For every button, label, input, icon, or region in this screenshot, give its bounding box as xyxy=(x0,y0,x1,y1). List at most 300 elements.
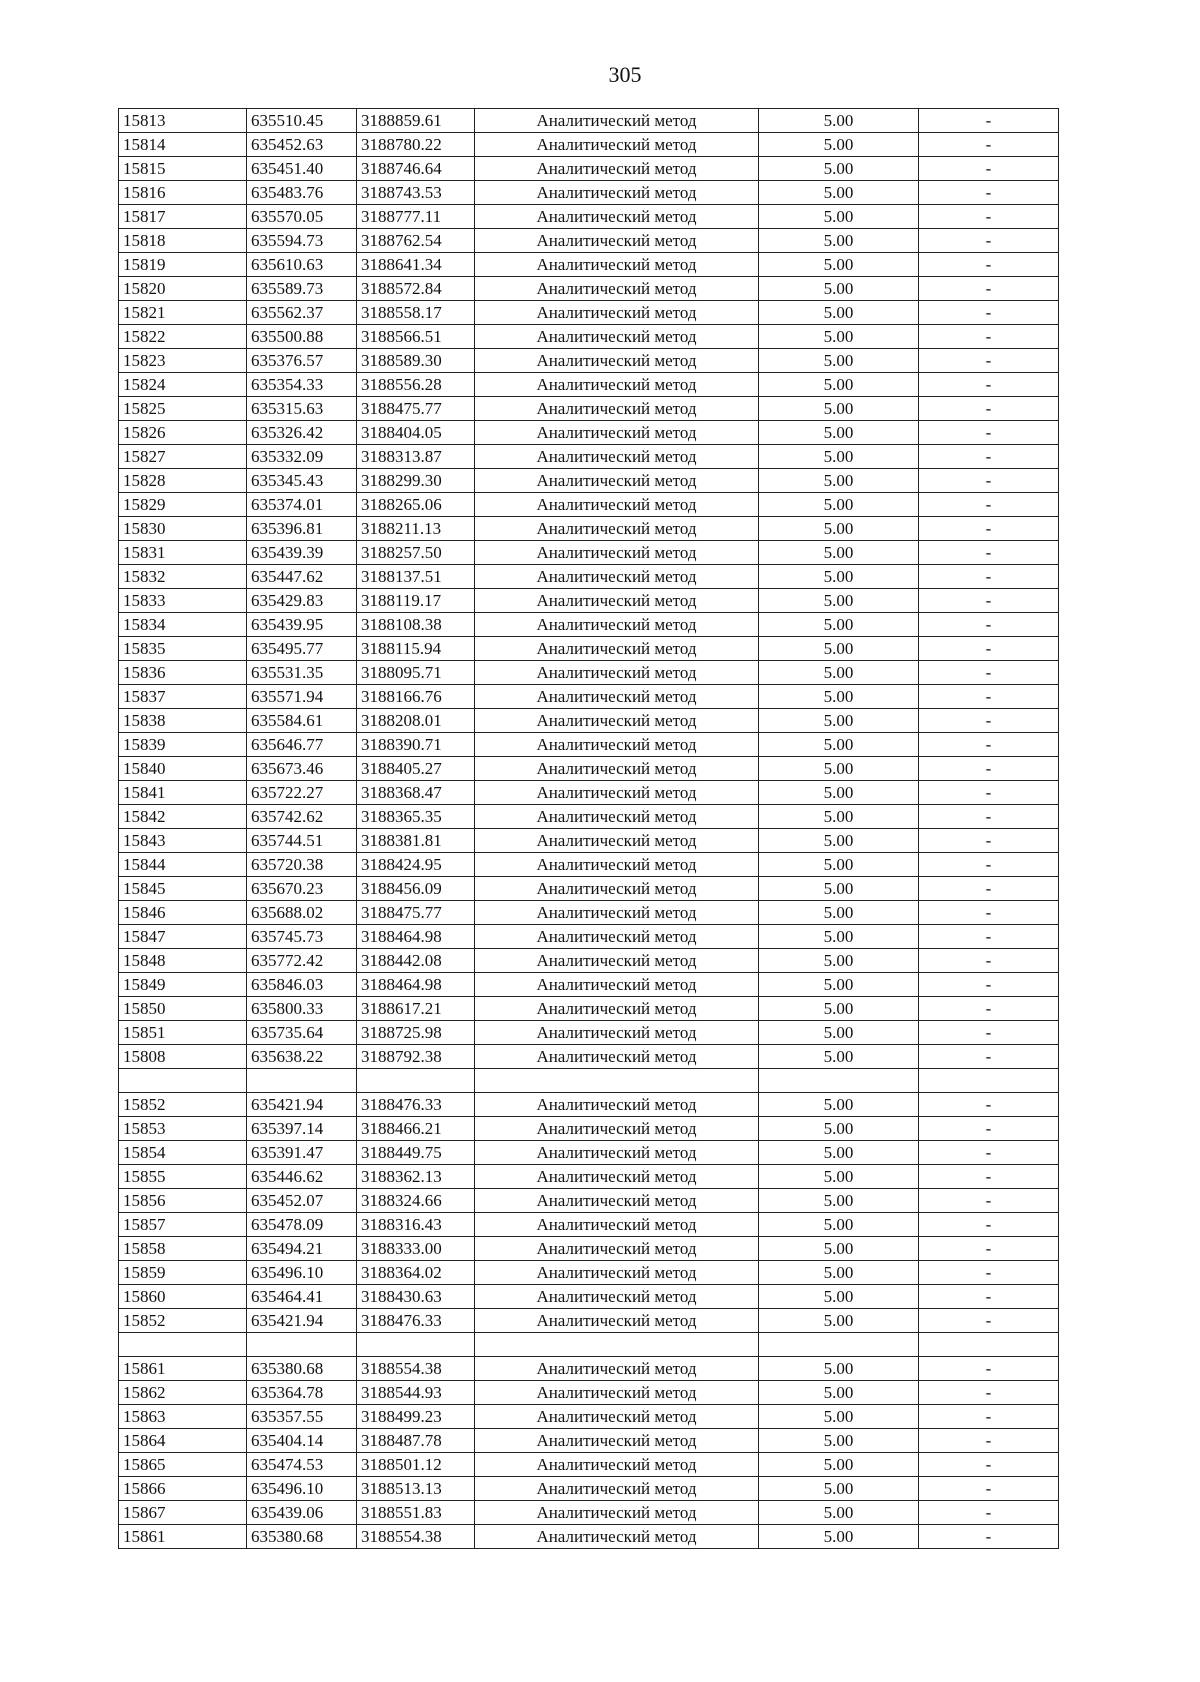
method-cell: Аналитический метод xyxy=(475,589,759,613)
y-coordinate-cell: 3188299.30 xyxy=(357,469,475,493)
y-coordinate-cell: 3188475.77 xyxy=(357,901,475,925)
x-coordinate-cell: 635722.27 xyxy=(247,781,357,805)
table-row xyxy=(119,541,1059,565)
table-row xyxy=(119,829,1059,853)
x-coordinate-cell: 635439.95 xyxy=(247,613,357,637)
method-cell: Аналитический метод xyxy=(475,925,759,949)
point-number-cell: 15835 xyxy=(119,637,247,661)
accuracy-cell: 5.00 xyxy=(759,1357,919,1381)
accuracy-cell: 5.00 xyxy=(759,517,919,541)
accuracy-cell: 5.00 xyxy=(759,325,919,349)
table-row xyxy=(119,157,1059,181)
method-cell: Аналитический метод xyxy=(475,469,759,493)
method-cell: Аналитический метод xyxy=(475,421,759,445)
note-cell xyxy=(919,1069,1059,1093)
note-cell: - xyxy=(919,1093,1059,1117)
point-number-cell: 15841 xyxy=(119,781,247,805)
y-coordinate-cell: 3188746.64 xyxy=(357,157,475,181)
point-number-cell: 15838 xyxy=(119,709,247,733)
note-cell: - xyxy=(919,1237,1059,1261)
method-cell: Аналитический метод xyxy=(475,997,759,1021)
accuracy-cell: 5.00 xyxy=(759,1117,919,1141)
table-row xyxy=(119,1261,1059,1285)
method-cell: Аналитический метод xyxy=(475,157,759,181)
method-cell xyxy=(475,1069,759,1093)
accuracy-cell: 5.00 xyxy=(759,1045,919,1069)
method-cell: Аналитический метод xyxy=(475,613,759,637)
point-number-cell: 15857 xyxy=(119,1213,247,1237)
point-number-cell: 15860 xyxy=(119,1285,247,1309)
point-number-cell: 15842 xyxy=(119,805,247,829)
method-cell: Аналитический метод xyxy=(475,229,759,253)
point-number-cell: 15853 xyxy=(119,1117,247,1141)
accuracy-cell: 5.00 xyxy=(759,637,919,661)
table-row-blank xyxy=(119,1333,1059,1357)
table-row xyxy=(119,565,1059,589)
note-cell: - xyxy=(919,1309,1059,1333)
accuracy-cell: 5.00 xyxy=(759,1093,919,1117)
accuracy-cell: 5.00 xyxy=(759,181,919,205)
note-cell: - xyxy=(919,1213,1059,1237)
x-coordinate-cell xyxy=(247,1333,357,1357)
point-number-cell: 15836 xyxy=(119,661,247,685)
table-row xyxy=(119,805,1059,829)
x-coordinate-cell: 635483.76 xyxy=(247,181,357,205)
x-coordinate-cell: 635354.33 xyxy=(247,373,357,397)
method-cell: Аналитический метод xyxy=(475,445,759,469)
method-cell: Аналитический метод xyxy=(475,1189,759,1213)
note-cell: - xyxy=(919,997,1059,1021)
point-number-cell: 15866 xyxy=(119,1477,247,1501)
note-cell: - xyxy=(919,517,1059,541)
point-number-cell: 15848 xyxy=(119,949,247,973)
y-coordinate-cell: 3188137.51 xyxy=(357,565,475,589)
x-coordinate-cell: 635315.63 xyxy=(247,397,357,421)
note-cell: - xyxy=(919,733,1059,757)
note-cell: - xyxy=(919,349,1059,373)
x-coordinate-cell: 635646.77 xyxy=(247,733,357,757)
x-coordinate-cell: 635452.63 xyxy=(247,133,357,157)
table-row xyxy=(119,1093,1059,1117)
y-coordinate-cell: 3188558.17 xyxy=(357,301,475,325)
accuracy-cell: 5.00 xyxy=(759,1285,919,1309)
table-row xyxy=(119,397,1059,421)
note-cell: - xyxy=(919,445,1059,469)
x-coordinate-cell: 635594.73 xyxy=(247,229,357,253)
y-coordinate-cell: 3188368.47 xyxy=(357,781,475,805)
table-row xyxy=(119,253,1059,277)
point-number-cell: 15852 xyxy=(119,1093,247,1117)
accuracy-cell: 5.00 xyxy=(759,133,919,157)
accuracy-cell xyxy=(759,1069,919,1093)
point-number-cell: 15847 xyxy=(119,925,247,949)
point-number-cell: 15862 xyxy=(119,1381,247,1405)
method-cell: Аналитический метод xyxy=(475,853,759,877)
method-cell: Аналитический метод xyxy=(475,1453,759,1477)
table-row xyxy=(119,229,1059,253)
table-row xyxy=(119,757,1059,781)
x-coordinate-cell: 635397.14 xyxy=(247,1117,357,1141)
point-number-cell: 15826 xyxy=(119,421,247,445)
note-cell: - xyxy=(919,541,1059,565)
x-coordinate-cell: 635374.01 xyxy=(247,493,357,517)
x-coordinate-cell: 635742.62 xyxy=(247,805,357,829)
note-cell: - xyxy=(919,421,1059,445)
method-cell: Аналитический метод xyxy=(475,1501,759,1525)
y-coordinate-cell: 3188499.23 xyxy=(357,1405,475,1429)
table-row xyxy=(119,1165,1059,1189)
accuracy-cell: 5.00 xyxy=(759,1405,919,1429)
y-coordinate-cell: 3188464.98 xyxy=(357,925,475,949)
y-coordinate-cell: 3188365.35 xyxy=(357,805,475,829)
y-coordinate-cell: 3188556.28 xyxy=(357,373,475,397)
method-cell: Аналитический метод xyxy=(475,565,759,589)
note-cell: - xyxy=(919,565,1059,589)
x-coordinate-cell: 635688.02 xyxy=(247,901,357,925)
note-cell: - xyxy=(919,589,1059,613)
x-coordinate-cell: 635584.61 xyxy=(247,709,357,733)
table-row xyxy=(119,733,1059,757)
method-cell: Аналитический метод xyxy=(475,517,759,541)
method-cell: Аналитический метод xyxy=(475,397,759,421)
note-cell: - xyxy=(919,1429,1059,1453)
accuracy-cell: 5.00 xyxy=(759,541,919,565)
x-coordinate-cell: 635478.09 xyxy=(247,1213,357,1237)
note-cell: - xyxy=(919,613,1059,637)
accuracy-cell: 5.00 xyxy=(759,445,919,469)
y-coordinate-cell: 3188265.06 xyxy=(357,493,475,517)
accuracy-cell: 5.00 xyxy=(759,709,919,733)
table-row xyxy=(119,1381,1059,1405)
y-coordinate-cell xyxy=(357,1069,475,1093)
note-cell: - xyxy=(919,709,1059,733)
note-cell: - xyxy=(919,1381,1059,1405)
accuracy-cell: 5.00 xyxy=(759,421,919,445)
y-coordinate-cell: 3188743.53 xyxy=(357,181,475,205)
accuracy-cell: 5.00 xyxy=(759,1477,919,1501)
point-number-cell: 15819 xyxy=(119,253,247,277)
point-number-cell: 15850 xyxy=(119,997,247,1021)
table-row xyxy=(119,517,1059,541)
table-row xyxy=(119,325,1059,349)
table-row xyxy=(119,133,1059,157)
table-row xyxy=(119,1405,1059,1429)
x-coordinate-cell: 635429.83 xyxy=(247,589,357,613)
x-coordinate-cell: 635396.81 xyxy=(247,517,357,541)
y-coordinate-cell: 3188780.22 xyxy=(357,133,475,157)
table-row xyxy=(119,973,1059,997)
y-coordinate-cell: 3188119.17 xyxy=(357,589,475,613)
accuracy-cell: 5.00 xyxy=(759,805,919,829)
y-coordinate-cell: 3188475.77 xyxy=(357,397,475,421)
point-number-cell: 15830 xyxy=(119,517,247,541)
method-cell: Аналитический метод xyxy=(475,1093,759,1117)
accuracy-cell: 5.00 xyxy=(759,1381,919,1405)
x-coordinate-cell: 635421.94 xyxy=(247,1093,357,1117)
method-cell: Аналитический метод xyxy=(475,1429,759,1453)
x-coordinate-cell: 635496.10 xyxy=(247,1261,357,1285)
accuracy-cell: 5.00 xyxy=(759,157,919,181)
accuracy-cell: 5.00 xyxy=(759,997,919,1021)
y-coordinate-cell: 3188166.76 xyxy=(357,685,475,709)
x-coordinate-cell: 635744.51 xyxy=(247,829,357,853)
accuracy-cell: 5.00 xyxy=(759,781,919,805)
x-coordinate-cell: 635638.22 xyxy=(247,1045,357,1069)
method-cell: Аналитический метод xyxy=(475,1309,759,1333)
y-coordinate-cell: 3188364.02 xyxy=(357,1261,475,1285)
note-cell: - xyxy=(919,205,1059,229)
y-coordinate-cell: 3188095.71 xyxy=(357,661,475,685)
x-coordinate-cell: 635404.14 xyxy=(247,1429,357,1453)
table-row xyxy=(119,589,1059,613)
point-number-cell: 15821 xyxy=(119,301,247,325)
accuracy-cell: 5.00 xyxy=(759,1261,919,1285)
table-row xyxy=(119,1021,1059,1045)
point-number-cell: 15861 xyxy=(119,1357,247,1381)
accuracy-cell: 5.00 xyxy=(759,613,919,637)
accuracy-cell: 5.00 xyxy=(759,565,919,589)
method-cell: Аналитический метод xyxy=(475,781,759,805)
table-row xyxy=(119,877,1059,901)
note-cell: - xyxy=(919,1117,1059,1141)
y-coordinate-cell: 3188405.27 xyxy=(357,757,475,781)
y-coordinate-cell: 3188316.43 xyxy=(357,1213,475,1237)
y-coordinate-cell: 3188513.13 xyxy=(357,1477,475,1501)
accuracy-cell: 5.00 xyxy=(759,1189,919,1213)
note-cell: - xyxy=(919,109,1059,133)
accuracy-cell: 5.00 xyxy=(759,1237,919,1261)
method-cell: Аналитический метод xyxy=(475,757,759,781)
point-number-cell: 15817 xyxy=(119,205,247,229)
y-coordinate-cell: 3188572.84 xyxy=(357,277,475,301)
note-cell: - xyxy=(919,1405,1059,1429)
note-cell: - xyxy=(919,685,1059,709)
y-coordinate-cell: 3188324.66 xyxy=(357,1189,475,1213)
y-coordinate-cell xyxy=(357,1333,475,1357)
accuracy-cell: 5.00 xyxy=(759,277,919,301)
note-cell: - xyxy=(919,253,1059,277)
y-coordinate-cell: 3188566.51 xyxy=(357,325,475,349)
x-coordinate-cell xyxy=(247,1069,357,1093)
point-number-cell: 15852 xyxy=(119,1309,247,1333)
point-number-cell: 15844 xyxy=(119,853,247,877)
accuracy-cell: 5.00 xyxy=(759,973,919,997)
method-cell: Аналитический метод xyxy=(475,1525,759,1549)
accuracy-cell: 5.00 xyxy=(759,685,919,709)
accuracy-cell xyxy=(759,1333,919,1357)
x-coordinate-cell: 635464.41 xyxy=(247,1285,357,1309)
point-number-cell: 15865 xyxy=(119,1453,247,1477)
method-cell: Аналитический метод xyxy=(475,1165,759,1189)
method-cell: Аналитический метод xyxy=(475,1405,759,1429)
note-cell: - xyxy=(919,661,1059,685)
point-number-cell: 15864 xyxy=(119,1429,247,1453)
y-coordinate-cell: 3188617.21 xyxy=(357,997,475,1021)
table-row xyxy=(119,661,1059,685)
table-row xyxy=(119,493,1059,517)
method-cell: Аналитический метод xyxy=(475,1141,759,1165)
table-row xyxy=(119,1189,1059,1213)
note-cell: - xyxy=(919,853,1059,877)
point-number-cell: 15828 xyxy=(119,469,247,493)
table-row xyxy=(119,1357,1059,1381)
table-row xyxy=(119,205,1059,229)
accuracy-cell: 5.00 xyxy=(759,109,919,133)
x-coordinate-cell: 635800.33 xyxy=(247,997,357,1021)
y-coordinate-cell: 3188725.98 xyxy=(357,1021,475,1045)
accuracy-cell: 5.00 xyxy=(759,205,919,229)
method-cell: Аналитический метод xyxy=(475,1357,759,1381)
note-cell: - xyxy=(919,901,1059,925)
method-cell: Аналитический метод xyxy=(475,1477,759,1501)
note-cell: - xyxy=(919,133,1059,157)
x-coordinate-cell: 635610.63 xyxy=(247,253,357,277)
point-number-cell: 15851 xyxy=(119,1021,247,1045)
accuracy-cell: 5.00 xyxy=(759,397,919,421)
accuracy-cell: 5.00 xyxy=(759,853,919,877)
accuracy-cell: 5.00 xyxy=(759,493,919,517)
x-coordinate-cell: 635345.43 xyxy=(247,469,357,493)
point-number-cell: 15837 xyxy=(119,685,247,709)
table-row xyxy=(119,997,1059,1021)
y-coordinate-cell: 3188762.54 xyxy=(357,229,475,253)
coordinates-table-body xyxy=(119,109,1059,1549)
table-row xyxy=(119,1285,1059,1309)
method-cell: Аналитический метод xyxy=(475,277,759,301)
point-number-cell: 15820 xyxy=(119,277,247,301)
note-cell: - xyxy=(919,373,1059,397)
note-cell: - xyxy=(919,1525,1059,1549)
y-coordinate-cell: 3188641.34 xyxy=(357,253,475,277)
table-row xyxy=(119,925,1059,949)
method-cell: Аналитический метод xyxy=(475,1045,759,1069)
table-row xyxy=(119,373,1059,397)
y-coordinate-cell: 3188442.08 xyxy=(357,949,475,973)
y-coordinate-cell: 3188313.87 xyxy=(357,445,475,469)
method-cell: Аналитический метод xyxy=(475,1117,759,1141)
note-cell: - xyxy=(919,1141,1059,1165)
y-coordinate-cell: 3188464.98 xyxy=(357,973,475,997)
y-coordinate-cell: 3188554.38 xyxy=(357,1525,475,1549)
accuracy-cell: 5.00 xyxy=(759,1309,919,1333)
point-number-cell: 15818 xyxy=(119,229,247,253)
note-cell: - xyxy=(919,829,1059,853)
point-number-cell: 15832 xyxy=(119,565,247,589)
y-coordinate-cell: 3188208.01 xyxy=(357,709,475,733)
method-cell: Аналитический метод xyxy=(475,709,759,733)
table-row-blank xyxy=(119,1069,1059,1093)
note-cell: - xyxy=(919,1501,1059,1525)
table-row xyxy=(119,181,1059,205)
method-cell: Аналитический метод xyxy=(475,733,759,757)
note-cell: - xyxy=(919,1453,1059,1477)
note-cell: - xyxy=(919,973,1059,997)
y-coordinate-cell: 3188551.83 xyxy=(357,1501,475,1525)
y-coordinate-cell: 3188333.00 xyxy=(357,1237,475,1261)
note-cell xyxy=(919,1333,1059,1357)
accuracy-cell: 5.00 xyxy=(759,949,919,973)
accuracy-cell: 5.00 xyxy=(759,1453,919,1477)
accuracy-cell: 5.00 xyxy=(759,757,919,781)
table-row xyxy=(119,349,1059,373)
x-coordinate-cell: 635500.88 xyxy=(247,325,357,349)
point-number-cell: 15861 xyxy=(119,1525,247,1549)
method-cell: Аналитический метод xyxy=(475,109,759,133)
y-coordinate-cell: 3188589.30 xyxy=(357,349,475,373)
method-cell: Аналитический метод xyxy=(475,1381,759,1405)
x-coordinate-cell: 635570.05 xyxy=(247,205,357,229)
accuracy-cell: 5.00 xyxy=(759,1501,919,1525)
note-cell: - xyxy=(919,181,1059,205)
point-number-cell: 15839 xyxy=(119,733,247,757)
note-cell: - xyxy=(919,949,1059,973)
method-cell: Аналитический метод xyxy=(475,541,759,565)
x-coordinate-cell: 635376.57 xyxy=(247,349,357,373)
table-row xyxy=(119,781,1059,805)
accuracy-cell: 5.00 xyxy=(759,1021,919,1045)
accuracy-cell: 5.00 xyxy=(759,469,919,493)
y-coordinate-cell: 3188449.75 xyxy=(357,1141,475,1165)
point-number-cell xyxy=(119,1333,247,1357)
method-cell: Аналитический метод xyxy=(475,685,759,709)
x-coordinate-cell: 635446.62 xyxy=(247,1165,357,1189)
accuracy-cell: 5.00 xyxy=(759,253,919,277)
page-number: 305 xyxy=(608,62,642,87)
note-cell: - xyxy=(919,1357,1059,1381)
table-row xyxy=(119,301,1059,325)
x-coordinate-cell: 635495.77 xyxy=(247,637,357,661)
table-row xyxy=(119,109,1059,133)
accuracy-cell: 5.00 xyxy=(759,901,919,925)
point-number-cell: 15825 xyxy=(119,397,247,421)
method-cell: Аналитический метод xyxy=(475,877,759,901)
accuracy-cell: 5.00 xyxy=(759,1165,919,1189)
y-coordinate-cell: 3188456.09 xyxy=(357,877,475,901)
note-cell: - xyxy=(919,397,1059,421)
method-cell: Аналитический метод xyxy=(475,133,759,157)
point-number-cell: 15859 xyxy=(119,1261,247,1285)
table-row xyxy=(119,901,1059,925)
method-cell: Аналитический метод xyxy=(475,805,759,829)
table-row xyxy=(119,1213,1059,1237)
x-coordinate-cell: 635496.10 xyxy=(247,1477,357,1501)
accuracy-cell: 5.00 xyxy=(759,301,919,325)
x-coordinate-cell: 635772.42 xyxy=(247,949,357,973)
accuracy-cell: 5.00 xyxy=(759,733,919,757)
note-cell: - xyxy=(919,1189,1059,1213)
point-number-cell: 15855 xyxy=(119,1165,247,1189)
coordinates-table xyxy=(118,108,1059,1549)
note-cell: - xyxy=(919,301,1059,325)
method-cell: Аналитический метод xyxy=(475,973,759,997)
point-number-cell xyxy=(119,1069,247,1093)
point-number-cell: 15863 xyxy=(119,1405,247,1429)
x-coordinate-cell: 635364.78 xyxy=(247,1381,357,1405)
x-coordinate-cell: 635332.09 xyxy=(247,445,357,469)
point-number-cell: 15845 xyxy=(119,877,247,901)
note-cell: - xyxy=(919,757,1059,781)
y-coordinate-cell: 3188777.11 xyxy=(357,205,475,229)
table-row xyxy=(119,1501,1059,1525)
point-number-cell: 15824 xyxy=(119,373,247,397)
point-number-cell: 15833 xyxy=(119,589,247,613)
x-coordinate-cell: 635720.38 xyxy=(247,853,357,877)
x-coordinate-cell: 635391.47 xyxy=(247,1141,357,1165)
x-coordinate-cell: 635421.94 xyxy=(247,1309,357,1333)
note-cell: - xyxy=(919,325,1059,349)
table-row xyxy=(119,1525,1059,1549)
point-number-cell: 15816 xyxy=(119,181,247,205)
